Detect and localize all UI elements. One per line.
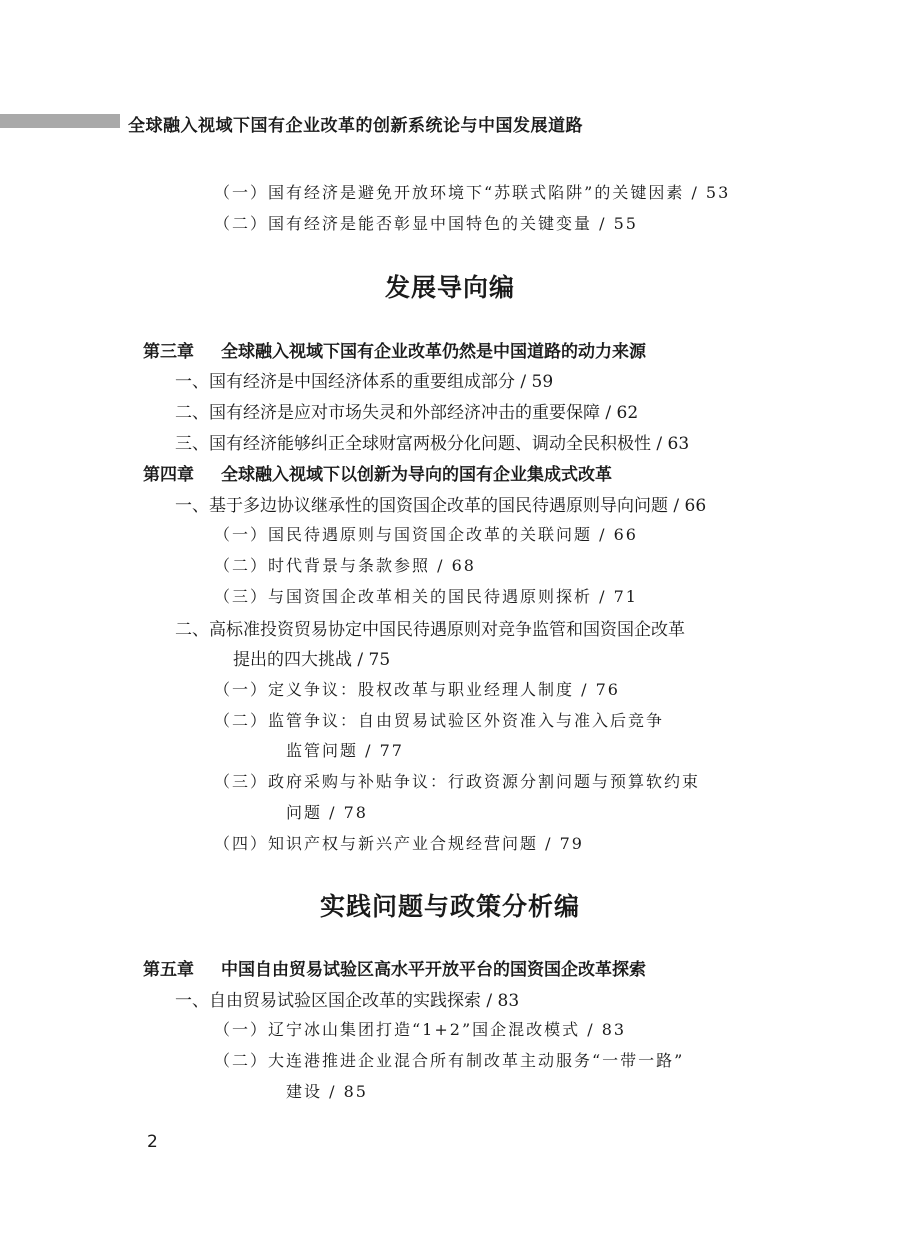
chapter-heading[interactable] [143,337,646,362]
running-title: 全球融入视域下国有企业改革的创新系统论与中国发展道路 [128,116,583,136]
toc-entry[interactable]: 二、高标准投资贸易协定中国民待遇原则对竞争监管和国资国企改革 [175,620,685,640]
toc-entry[interactable]: 一、基于多边协议继承性的国资国企改革的国民待遇原则导向问题 / 66 [175,496,707,516]
chapter-heading[interactable] [143,955,646,980]
part-title: 实践问题与政策分析编 [319,892,580,921]
toc-entry[interactable]: （三）政府采购与补贴争议：行政资源分割问题与预算软约束 [214,772,701,791]
chapter-number: 第五章 [143,960,194,980]
part-title: 发展导向编 [384,273,515,302]
toc-entry-continuation[interactable]: 建设 / 85 [286,1082,368,1101]
toc-entry[interactable]: （二）大连港推进企业混合所有制改革主动服务“一带一路” [214,1051,685,1070]
toc-entry-continuation[interactable]: 监管问题 / 77 [286,741,404,760]
toc-entry[interactable]: （一）国有经济是避免开放环境下“苏联式陷阱”的关键因素 / 53 [214,183,731,202]
chapter-title: 全球融入视域下国有企业改革仍然是中国道路的动力来源 [221,342,646,362]
toc-entry[interactable]: 一、国有经济是中国经济体系的重要组成部分 / 59 [175,372,554,392]
toc-entry-continuation[interactable]: 提出的四大挑战 / 75 [233,650,391,670]
chapter-title: 中国自由贸易试验区高水平开放平台的国资国企改革探索 [221,960,646,980]
header-bar [0,114,120,128]
toc-entry[interactable]: （四）知识产权与新兴产业合规经营问题 / 79 [214,834,584,853]
toc-entry[interactable]: （三）与国资国企改革相关的国民待遇原则探析 / 71 [214,587,638,606]
toc-entry[interactable]: （一）定义争议：股权改革与职业经理人制度 / 76 [214,680,620,699]
toc-entry[interactable]: （一）辽宁冰山集团打造“1+2”国企混改模式 / 83 [214,1020,627,1039]
chapter-title: 全球融入视域下以创新为导向的国有企业集成式改革 [221,465,612,485]
chapter-heading[interactable] [143,460,612,485]
toc-entry[interactable]: （二）监管争议：自由贸易试验区外资准入与准入后竞争 [214,711,665,730]
page-number: 2 [147,1132,158,1152]
toc-entry[interactable]: 一、自由贸易试验区国企改革的实践探索 / 83 [175,991,520,1011]
toc-entry[interactable]: 三、国有经济能够纠正全球财富两极分化问题、调动全民积极性 / 63 [175,434,690,454]
toc-entry[interactable]: （二）时代背景与条款参照 / 68 [214,556,476,575]
toc-entry[interactable]: （二）国有经济是能否彰显中国特色的关键变量 / 55 [214,214,638,233]
chapter-number: 第四章 [143,465,194,485]
toc-entry-continuation[interactable]: 问题 / 78 [286,803,368,822]
toc-entry[interactable]: 二、国有经济是应对市场失灵和外部经济冲击的重要保障 / 62 [175,403,639,423]
toc-entry[interactable]: （一）国民待遇原则与国资国企改革的关联问题 / 66 [214,525,638,544]
chapter-number: 第三章 [143,342,194,362]
